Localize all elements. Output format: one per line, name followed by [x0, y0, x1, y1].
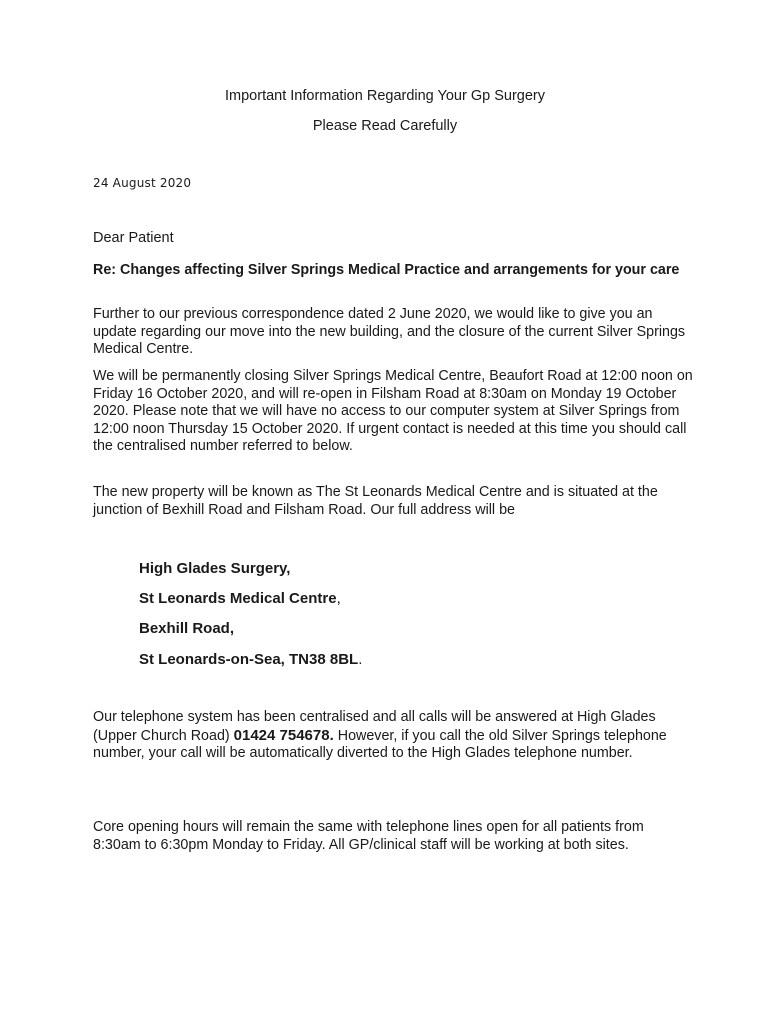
address-line-1: High Glades Surgery,: [139, 560, 291, 577]
address-line-2-punct: ,: [336, 590, 341, 607]
document-subtitle: Please Read Carefully: [312, 118, 458, 134]
address-line-4-text: St Leonards-on-Sea, TN38 8BL: [139, 651, 359, 668]
paragraph-4-start: Our telephone system has been centralised and all calls will be answered at High Glades (Upper Church Road): [93, 709, 656, 744]
address-line-2: [139, 590, 341, 607]
subject-line: Re: Changes affecting Silver Springs Medical Practice and arrangements for your care: [93, 262, 680, 278]
phone-number: 01424 754678.: [233, 726, 334, 744]
paragraph-5: Core opening hours will remain the same with telephone lines open for all patients from 8:30am to 6:30pm Monday to Friday. All GP/clinical staff will be working at both sites.: [93, 819, 644, 853]
greeting: Dear Patient: [93, 230, 174, 246]
letter-date: 24 August 2020: [93, 176, 192, 190]
paragraph-1: Further to our previous correspondence dated 2 June 2020, we would like to give you an update regarding our move into the new building, and the closure of the current Silver Springs Medical Centre.: [93, 306, 686, 357]
address-line-2-text: St Leonards Medical Centre: [139, 590, 337, 607]
paragraph-2: We will be permanently closing Silver Springs Medical Centre, Beaufort Road at 12:00 noon on Friday 16 October 2020, and will re-open in Filsham Road at 8:30am on Monday 19 October 2020. Please note that we will have no access to our computer system at Silver Springs from 12:00 noon Thursday 15 October 2020. If urgent contact is needed at this time you should call the centralised number referred to below.: [93, 368, 693, 454]
paragraph-4: [93, 709, 693, 763]
address-line-4-punct: .: [358, 651, 363, 668]
paragraph-4-end: However, if you call the old Silver Springs telephone number, your call will be automatically diverted to the High Glades telephone number.: [93, 727, 667, 761]
document-title: Important Information Regarding Your Gp Surgery: [225, 88, 545, 104]
paragraph-3: The new property will be known as The St Leonards Medical Centre and is situated at the junction of Bexhill Road and Filsham Road. Our full address will be: [93, 484, 658, 518]
address-line-4: [139, 651, 362, 668]
address-line-3: Bexhill Road,: [139, 620, 235, 637]
